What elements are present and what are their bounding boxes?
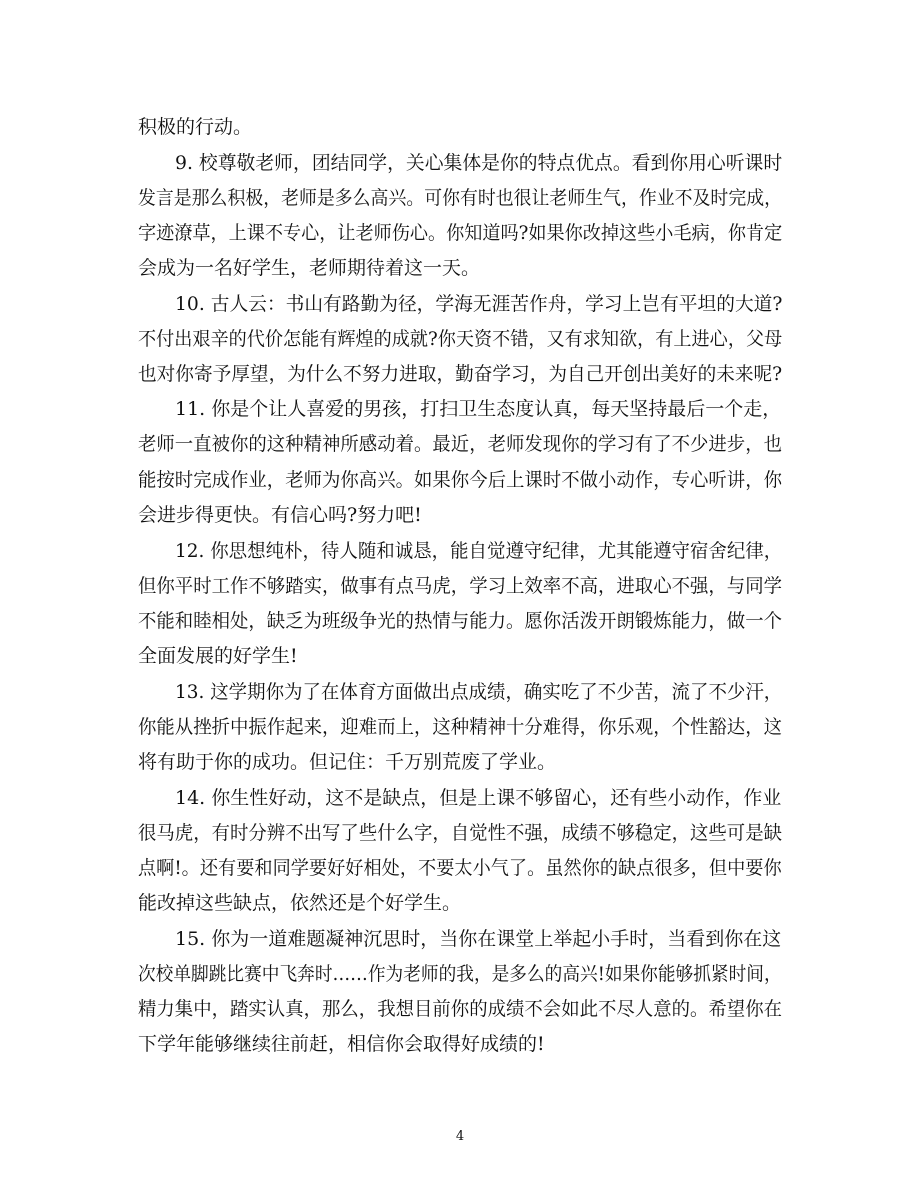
text-line-content: 精力集中，踏实认真，那么，我想目前你的成绩不会如此不尽人意的。希望你在: [138, 998, 783, 1020]
text-line: [0, 992, 920, 1026]
text-line-content: 13. 这学期你为了在体育方面做出点成绩，确实吃了不少苦，流了不少汗，: [175, 681, 783, 703]
text-line-content: 也对你寄予厚望，为什么不努力进取，勤奋学习，为自己开创出美好的未来呢?: [138, 363, 783, 385]
text-line-content: 下学年能够继续往前赶，相信你会取得好成绩的!: [138, 1033, 545, 1055]
text-line: [0, 392, 920, 426]
text-line: [0, 181, 920, 215]
text-line-content: 很马虎，有时分辨不出写了些什么字，自觉性不强，成绩不够稳定，这些可是缺: [138, 822, 783, 844]
text-line-content: 发言是那么积极，老师是多么高兴。可你有时也很让老师生气，作业不及时完成，: [138, 187, 783, 209]
text-line: [0, 604, 920, 638]
text-line: [0, 463, 920, 497]
text-line-content: 点啊!。还有要和同学要好好相处，不要太小气了。虽然你的缺点很多，但中要你: [138, 857, 782, 879]
text-line-content: 全面发展的好学生!: [138, 645, 298, 667]
text-line-content: 将有助于你的成功。但记住：千万别荒废了学业。: [138, 751, 557, 773]
text-line: [0, 957, 920, 991]
text-line: [0, 781, 920, 815]
text-line-content: 会成为一名好学生，老师期待着这一天。: [138, 257, 481, 279]
text-line-content: 老师一直被你的这种精神所感动着。最近，老师发现你的学习有了不少进步，也: [138, 433, 783, 455]
text-line: [0, 251, 920, 285]
text-line-content: 11. 你是个让人喜爱的男孩，打扫卫生态度认真，每天坚持最后一个走，: [175, 398, 782, 420]
text-line-content: 能改掉这些缺点，依然还是个好学生。: [138, 892, 462, 914]
text-line-content: 9. 校尊敬老师，团结同学，关心集体是你的特点优点。看到你用心听课时: [175, 152, 783, 174]
text-line-content: 15. 你为一道难题凝神沉思时，当你在课堂上举起小手时，当看到你在这: [175, 928, 782, 950]
text-line: [0, 710, 920, 744]
page-number: 4: [455, 1129, 465, 1144]
text-line: [0, 639, 920, 673]
text-line: [0, 816, 920, 850]
text-line-content: 你能从挫折中振作起来，迎难而上，这种精神十分难得，你乐观，个性豁达，这: [138, 716, 783, 738]
text-line: [0, 216, 920, 250]
text-line: [0, 287, 920, 321]
text-line: [0, 534, 920, 568]
text-line: [0, 498, 920, 532]
text-line: [0, 675, 920, 709]
text-line: [0, 1027, 920, 1061]
text-line-content: 12. 你思想纯朴，待人随和诚恳，能自觉遵守纪律，尤其能遵守宿舍纪律，: [175, 540, 783, 562]
text-line: [0, 851, 920, 885]
text-line-content: 不付出艰辛的代价怎能有辉煌的成就?你天资不错，又有求知欲，有上进心，父母: [138, 328, 783, 350]
text-line-content: 次校单脚跳比赛中飞奔时……作为老师的我，是多么的高兴!如果你能够抓紧时间，: [138, 963, 782, 985]
text-line-content: 字迹潦草，上课不专心，让老师伤心。你知道吗?如果你改掉这些小毛病，你肯定: [138, 222, 783, 244]
text-line-content: 能按时完成作业，老师为你高兴。如果你今后上课时不做小动作，专心听讲，你: [138, 469, 783, 491]
text-line: [0, 427, 920, 461]
text-line-content: 14. 你生性好动，这不是缺点，但是上课不够留心，还有些小动作，作业: [175, 787, 782, 809]
text-line: [0, 322, 920, 356]
text-line: [0, 886, 920, 920]
text-line-content: 会进步得更快。有信心吗?努力吧!: [138, 504, 422, 526]
text-line-content: 10. 古人云：书山有路勤为径，学海无涯苦作舟，学习上岂有平坦的大道?: [175, 293, 783, 315]
text-line: [0, 357, 920, 391]
text-line: [0, 922, 920, 956]
text-line-content: 不能和睦相处，缺乏为班级争光的热情与能力。愿你活泼开朗锻炼能力，做一个: [138, 610, 783, 632]
text-line: [0, 745, 920, 779]
text-line: [0, 110, 920, 144]
text-line-content: 但你平时工作不够踏实，做事有点马虎，学习上效率不高，进取心不强，与同学: [138, 575, 783, 597]
text-line: [0, 146, 920, 180]
text-line-content: 积极的行动。: [138, 116, 253, 138]
text-line: [0, 569, 920, 603]
